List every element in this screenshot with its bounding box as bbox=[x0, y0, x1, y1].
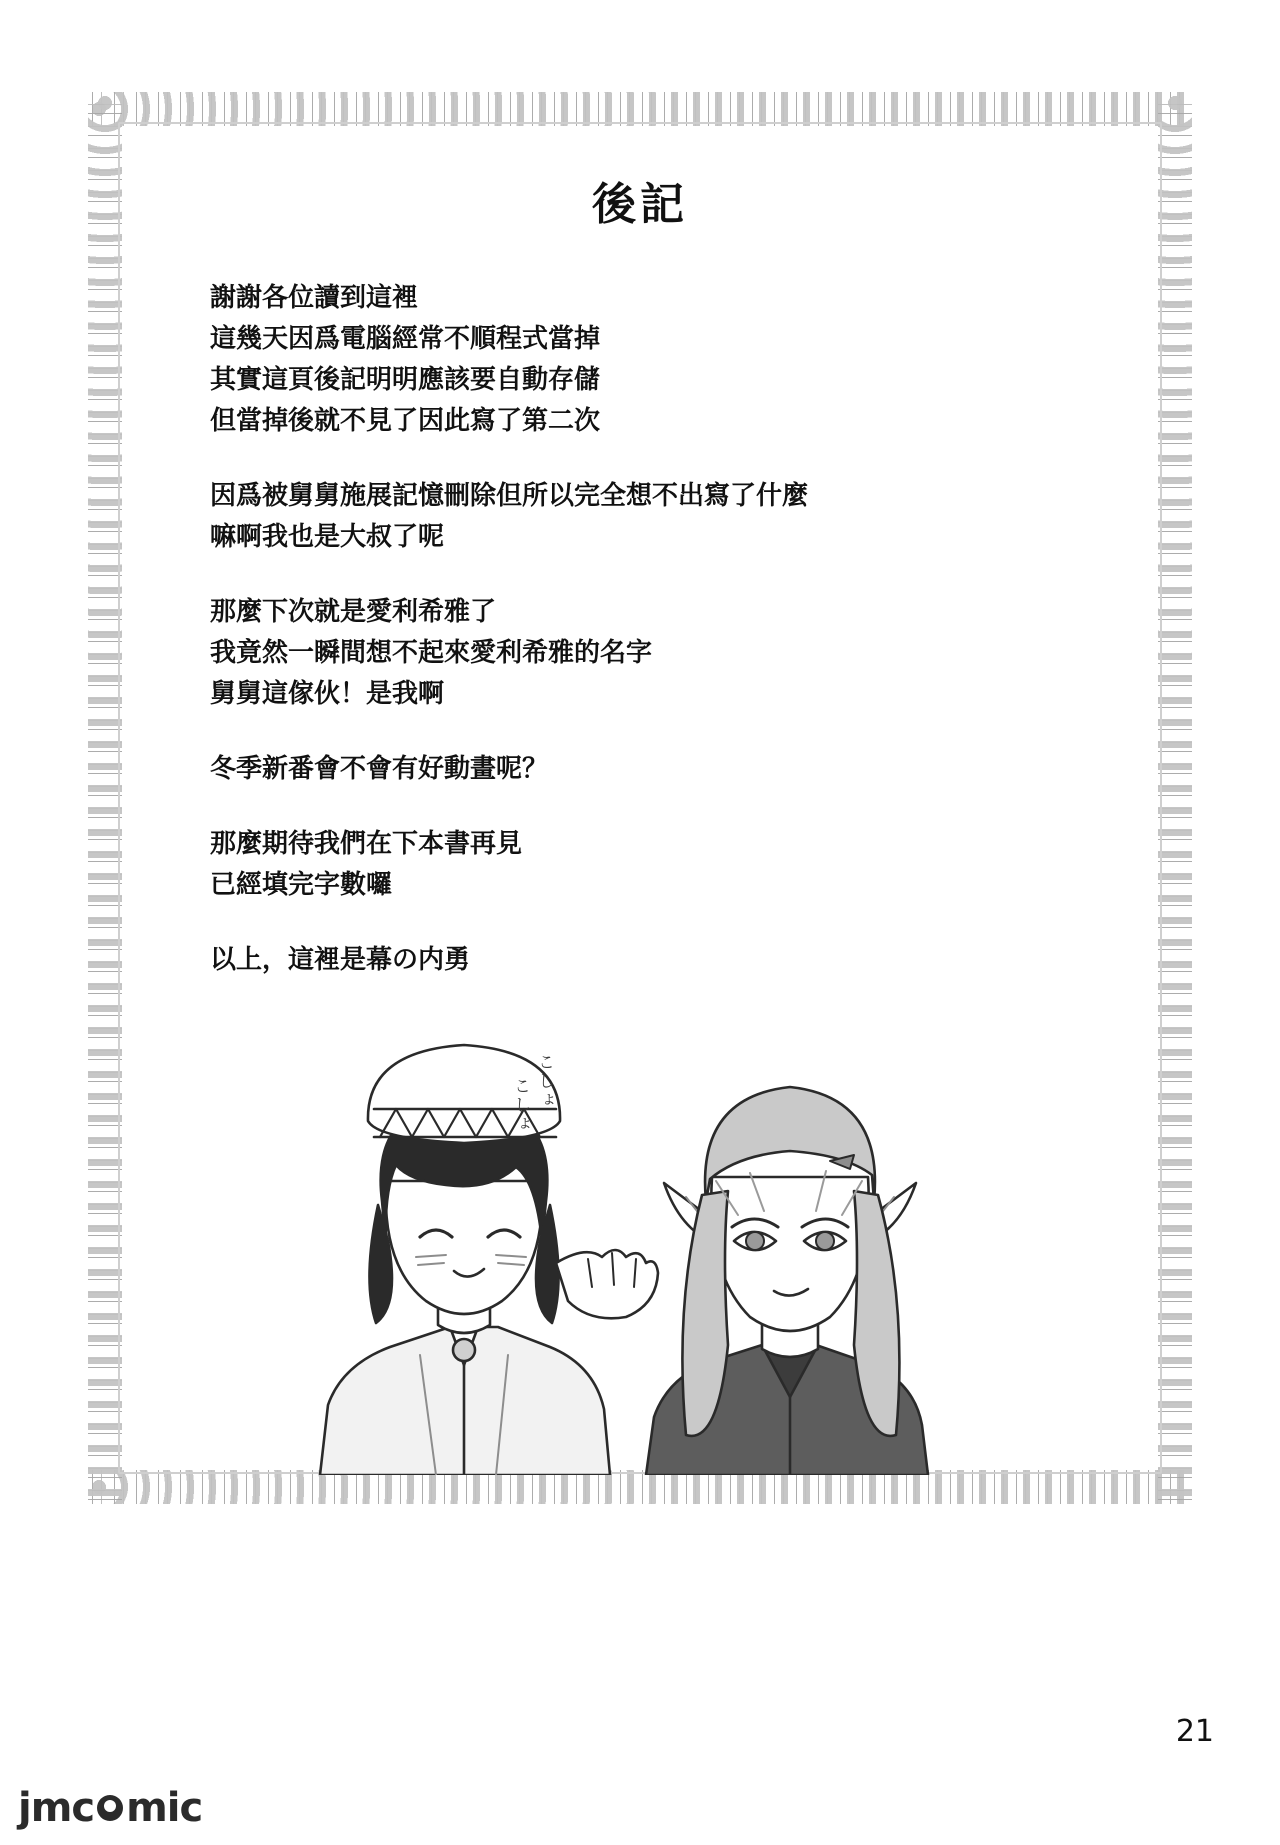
text-line: 這幾天因爲電腦經常不順程式當掉 bbox=[210, 324, 601, 354]
text-line: 謝謝各位讀到這裡 bbox=[210, 283, 419, 313]
text-line: 因爲被舅舅施展記憶刪除但所以完全想不出寫了什麼 bbox=[210, 481, 809, 511]
paragraph bbox=[210, 749, 1070, 790]
sfx-text: こしょ bbox=[510, 1077, 530, 1134]
text-line: 冬季新番會不會有好動畫呢？ bbox=[210, 754, 549, 784]
watermark-dot-icon bbox=[97, 1795, 123, 1821]
text-line: 已經填完字數囉 bbox=[210, 870, 393, 900]
text-line: 那麼期待我們在下本書再見 bbox=[210, 829, 523, 859]
paragraph bbox=[210, 824, 1070, 906]
lace-border-right bbox=[1158, 92, 1192, 1504]
illustration bbox=[250, 1005, 970, 1475]
paragraph bbox=[210, 940, 1070, 981]
text-line: 嘛啊我也是大叔了呢 bbox=[210, 522, 445, 552]
afterword-section bbox=[130, 130, 1150, 981]
paragraph bbox=[210, 592, 1070, 715]
lace-border-bottom bbox=[88, 1470, 1192, 1504]
afterword-body bbox=[210, 278, 1070, 981]
watermark bbox=[18, 1785, 202, 1831]
text-line: 但當掉後就不見了因此寫了第二次 bbox=[210, 406, 601, 436]
illustration-drawing bbox=[250, 1005, 970, 1475]
lace-border-left bbox=[88, 92, 122, 1504]
page-title: 後記 bbox=[592, 179, 688, 230]
text-line: 舅舅這傢伙！是我啊 bbox=[210, 679, 445, 709]
text-line: 其實這頁後記明明應該要自動存儲 bbox=[210, 365, 601, 395]
watermark-left-text: jmc bbox=[18, 1785, 95, 1831]
sfx-text: こしょ bbox=[534, 1053, 554, 1110]
text-line: 我竟然一瞬間想不起來愛利希雅的名字 bbox=[210, 638, 653, 668]
watermark-right-text: mic bbox=[126, 1785, 203, 1831]
text-line: 那麼下次就是愛利希雅了 bbox=[210, 597, 497, 627]
page-number: 21 bbox=[1175, 1714, 1214, 1749]
paragraph bbox=[210, 476, 1070, 558]
paragraph bbox=[210, 278, 1070, 442]
lace-border-top bbox=[88, 92, 1192, 126]
text-line: 以上，這裡是幕の内勇 bbox=[210, 945, 471, 975]
